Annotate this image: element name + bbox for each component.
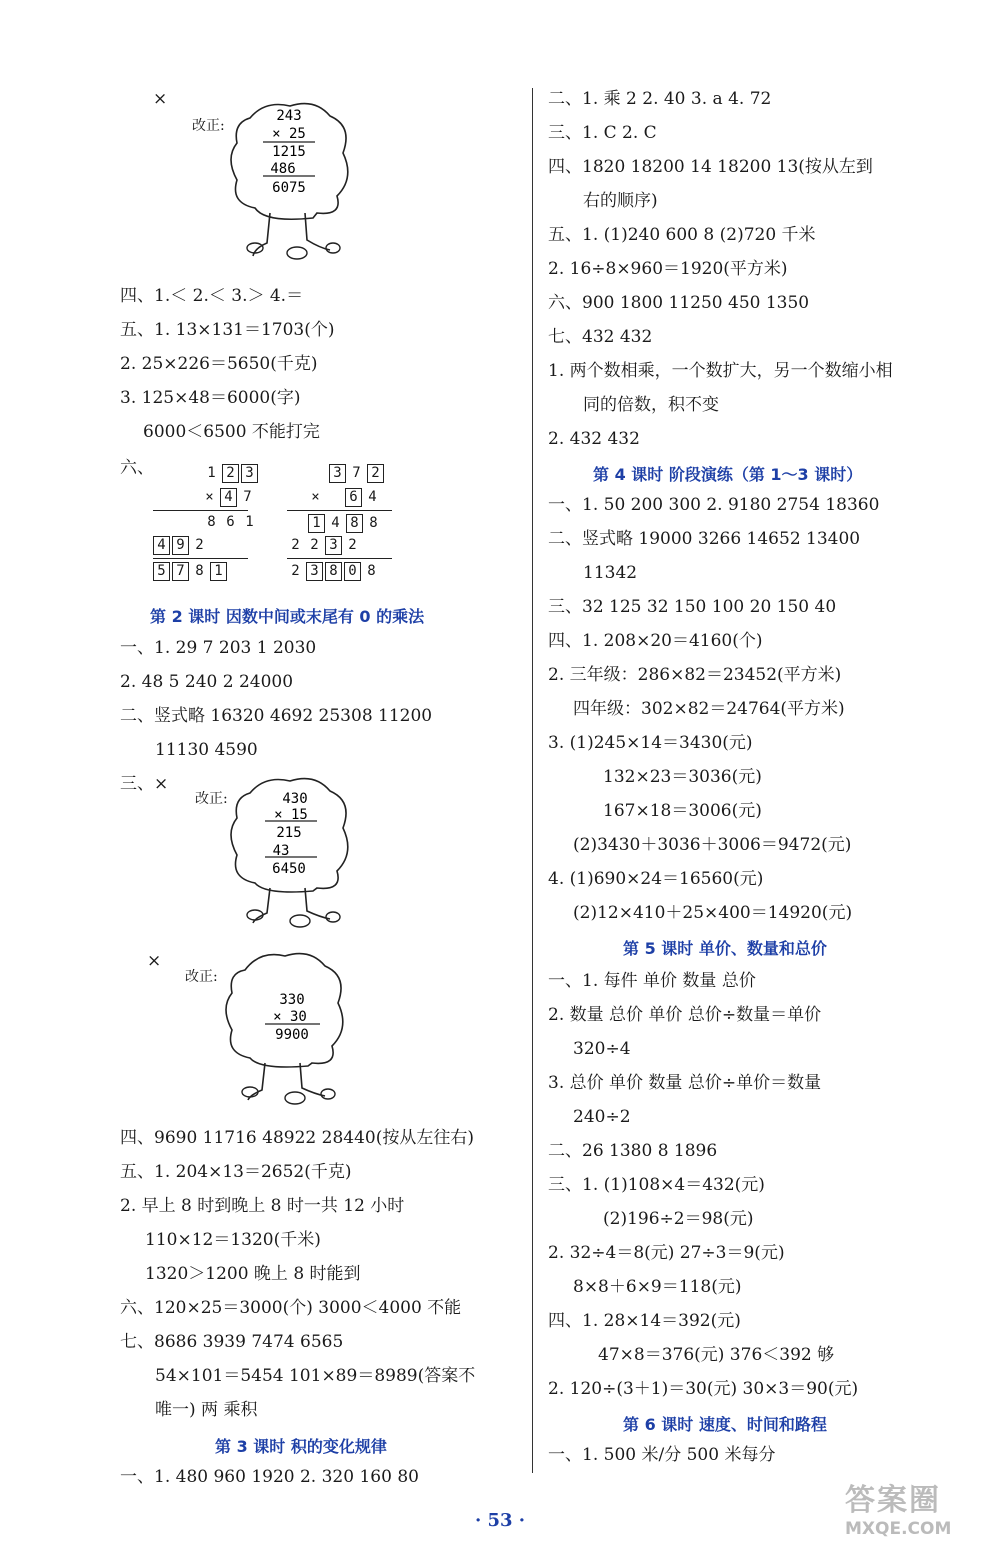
digit-box: 3 [325, 536, 342, 555]
digit-box: 5 [153, 562, 170, 581]
line-c-0: 四、9690 11716 48922 28440(按从左往右) [120, 1128, 474, 1148]
r-line-c-7: (2)196÷2＝98(元) [603, 1209, 754, 1229]
tree2-line1: 430 [282, 791, 308, 807]
section-header-4: 第 4 课时 阶段演练（第 1～3 课时） [593, 465, 863, 484]
times-sign: × [205, 489, 214, 505]
rule-line [287, 510, 392, 511]
tree3-line1: 330 [279, 992, 305, 1008]
line-b-3: 11130 4590 [155, 740, 258, 760]
r-line-a-5: 2. 16÷8×960＝1920(平方米) [548, 259, 788, 279]
r-line-b-6: 四年级：302×82＝24764(平方米) [573, 699, 845, 719]
section-header-6: 第 6 课时 速度、时间和路程 [623, 1415, 827, 1434]
r-line-c-5: 二、26 1380 8 1896 [548, 1141, 718, 1161]
digit: 7 [243, 489, 252, 505]
tree1-line5: 6075 [272, 180, 306, 196]
section-header-5: 第 5 课时 单价、数量和总价 [623, 939, 827, 958]
correction-label-3: 改正: [185, 969, 218, 985]
times-sign: × [311, 489, 320, 505]
tree1-line2: × 25 [272, 126, 306, 142]
r-line-c-6: 三、1. (1)108×4＝432(元) [548, 1175, 765, 1195]
r-line-a-6: 六、900 1800 11250 450 1350 [548, 293, 810, 313]
section-header-3: 第 3 课时 积的变化规律 [215, 1437, 387, 1456]
line-a-4: 6000＜6500 不能打完 [143, 422, 320, 442]
line-a-3: 3. 125×48＝6000(字) [120, 388, 301, 408]
r-line-c-12: 2. 120÷(3＋1)＝30(元) 30×3＝90(元) [548, 1379, 859, 1399]
digit-box: 6 [345, 488, 362, 507]
rule-line [153, 510, 248, 511]
digit: 8 [207, 514, 216, 530]
digit-box: 8 [346, 514, 363, 533]
r-line-b-10: (2)3430＋3036＋3006＝9472(元) [573, 835, 852, 855]
line-b-2: 二、竖式略 16320 4692 25308 11200 [120, 706, 433, 726]
multiplication-puzzle-1 [153, 464, 288, 584]
section-header-2: 第 2 课时 因数中间或末尾有 0 的乘法 [150, 607, 425, 626]
line-c-4: 1320＞1200 晚上 8 时能到 [145, 1264, 361, 1284]
digit-box: 4 [220, 488, 237, 507]
digit-box: 3 [306, 562, 323, 581]
tree2-line2: × 15 [274, 807, 308, 823]
r-line-b-11: 4. (1)690×24＝16560(元) [548, 869, 764, 889]
r-line-b-0: 一、1. 50 200 300 2. 9180 2754 18360 [548, 495, 880, 515]
tree2-line4: 43 [272, 843, 290, 859]
tree-illustration-2 [225, 773, 355, 933]
r-line-c-9: 8×8＋6×9＝118(元) [573, 1277, 742, 1297]
r-line-a-8: 1. 两个数相乘，一个数扩大，另一个数缩小相 [548, 361, 893, 381]
line-c-1: 五、1. 204×13＝2652(千克) [120, 1162, 352, 1182]
r-line-c-2: 320÷4 [573, 1039, 631, 1059]
tree1-line1: 243 [276, 108, 302, 124]
right-last-line: 一、1. 500 米/分 500 米每分 [548, 1445, 776, 1465]
digit: 8 [367, 563, 376, 579]
correction-label-2: 改正: [195, 791, 228, 807]
digit: 6 [226, 514, 235, 530]
line-c-2: 2. 早上 8 时到晚上 8 时一共 12 小时 [120, 1196, 405, 1216]
line-c-5: 六、120×25＝3000(个) 3000＜4000 不能 [120, 1298, 462, 1318]
digit: 2 [291, 563, 300, 579]
r-line-b-4: 四、1. 208×20＝4160(个) [548, 631, 763, 651]
digit: 2 [291, 537, 300, 553]
line-a-2: 2. 25×226＝5650(千克) [120, 354, 318, 374]
page-number: · 53 · [474, 1510, 526, 1531]
digit-box: 4 [153, 536, 170, 555]
correction-label-1: 改正: [192, 118, 225, 134]
digit: 1 [245, 514, 254, 530]
r-line-b-7: 3. (1)245×14＝3430(元) [548, 733, 753, 753]
r-line-b-1: 二、竖式略 19000 3266 14652 13400 [548, 529, 861, 549]
r-line-c-3: 3. 总价 单价 数量 总价÷单价＝数量 [548, 1073, 822, 1093]
tree1-line4: 486 [270, 161, 296, 177]
watermark [845, 1475, 951, 1539]
left-last-line: 一、1. 480 960 1920 2. 320 160 80 [120, 1467, 419, 1487]
column-divider [532, 88, 533, 1473]
digit: 1 [207, 465, 216, 481]
line-c-7: 54×101＝5454 101×89＝8989(答案不 [155, 1366, 476, 1386]
r-line-a-2: 四、1820 18200 14 18200 13(按从左到 [548, 157, 873, 177]
digit-box: 3 [241, 464, 258, 483]
watermark-text: 答案圈 [845, 1483, 941, 1518]
rule-line [287, 558, 392, 559]
r-line-a-4: 五、1. (1)240 600 8 (2)720 千米 [548, 225, 816, 245]
r-line-a-9: 同的倍数，积不变 [583, 395, 719, 415]
digit-box: 9 [172, 536, 189, 555]
digit-box: 3 [329, 464, 346, 483]
r-line-c-10: 四、1. 28×14＝392(元) [548, 1311, 741, 1331]
r-line-c-1: 2. 数量 总价 单价 总价÷数量＝单价 [548, 1005, 822, 1025]
digit-box: 0 [344, 562, 361, 581]
watermark-url: MXQE.COM [845, 1519, 952, 1539]
r-line-c-4: 240÷2 [573, 1107, 631, 1127]
r-line-a-0: 二、1. 乘 2 2. 40 3. a 4. 72 [548, 89, 772, 109]
digit-box: 1 [308, 514, 325, 533]
rule-line [153, 558, 248, 559]
multiplication-puzzle-2 [287, 464, 422, 584]
r-line-b-3: 三、32 125 32 150 100 20 150 40 [548, 597, 837, 617]
line-a-0: 四、1.＜ 2.＜ 3.＞ 4.＝ [120, 286, 304, 306]
r-line-b-5: 2. 三年级：286×82＝23452(平方米) [548, 665, 842, 685]
tree1-line3: 1215 [272, 144, 306, 160]
r-line-b-2: 11342 [583, 563, 638, 583]
digit: 2 [348, 537, 357, 553]
tree3-line3: 9900 [275, 1027, 309, 1043]
digit: 2 [195, 537, 204, 553]
tree3-line2: × 30 [273, 1009, 307, 1025]
line-c-3: 110×12＝1320(千米) [145, 1230, 321, 1250]
digit: 4 [331, 515, 340, 531]
r-line-c-8: 2. 32÷4＝8(元) 27÷3＝9(元) [548, 1243, 785, 1263]
digit-box: 2 [222, 464, 239, 483]
line-c-8: 唯一) 两 乘积 [155, 1400, 258, 1420]
r-line-c-0: 一、1. 每件 单价 数量 总价 [548, 971, 756, 991]
r-line-c-11: 47×8＝376(元) 376＜392 够 [598, 1345, 835, 1365]
line-c-6: 七、8686 3939 7474 6565 [120, 1332, 344, 1352]
tree-illustration-1 [225, 98, 355, 270]
digit: 4 [368, 489, 377, 505]
r-line-a-1: 三、1. C 2. C [548, 123, 657, 143]
digit: 8 [369, 515, 378, 531]
tree2-line5: 6450 [272, 861, 306, 877]
r-line-b-12: (2)12×410＋25×400＝14920(元) [573, 903, 853, 923]
section-three-label: 三、× [120, 774, 169, 794]
digit-box: 2 [367, 464, 384, 483]
cross-mark-1: × [153, 89, 168, 109]
r-line-b-8: 132×23＝3036(元) [603, 767, 762, 787]
line-b-0: 一、1. 29 7 203 1 2030 [120, 638, 317, 658]
digit-box: 1 [210, 562, 227, 581]
line-a-1: 五、1. 13×131＝1703(个) [120, 320, 335, 340]
six-label: 六、 [120, 458, 154, 478]
line-b-1: 2. 48 5 240 2 24000 [120, 672, 294, 692]
r-line-a-3: 右的顺序) [583, 191, 658, 211]
tree2-line3: 215 [276, 825, 302, 841]
digit-box: 8 [325, 562, 342, 581]
tree-illustration-3 [220, 948, 350, 1110]
r-line-a-10: 2. 432 432 [548, 429, 640, 449]
digit: 2 [310, 537, 319, 553]
r-line-a-7: 七、432 432 [548, 327, 653, 347]
digit: 8 [195, 563, 204, 579]
r-line-b-9: 167×18＝3006(元) [603, 801, 762, 821]
cross-mark-3: × [147, 951, 162, 971]
digit-box: 7 [172, 562, 189, 581]
digit: 7 [352, 465, 361, 481]
